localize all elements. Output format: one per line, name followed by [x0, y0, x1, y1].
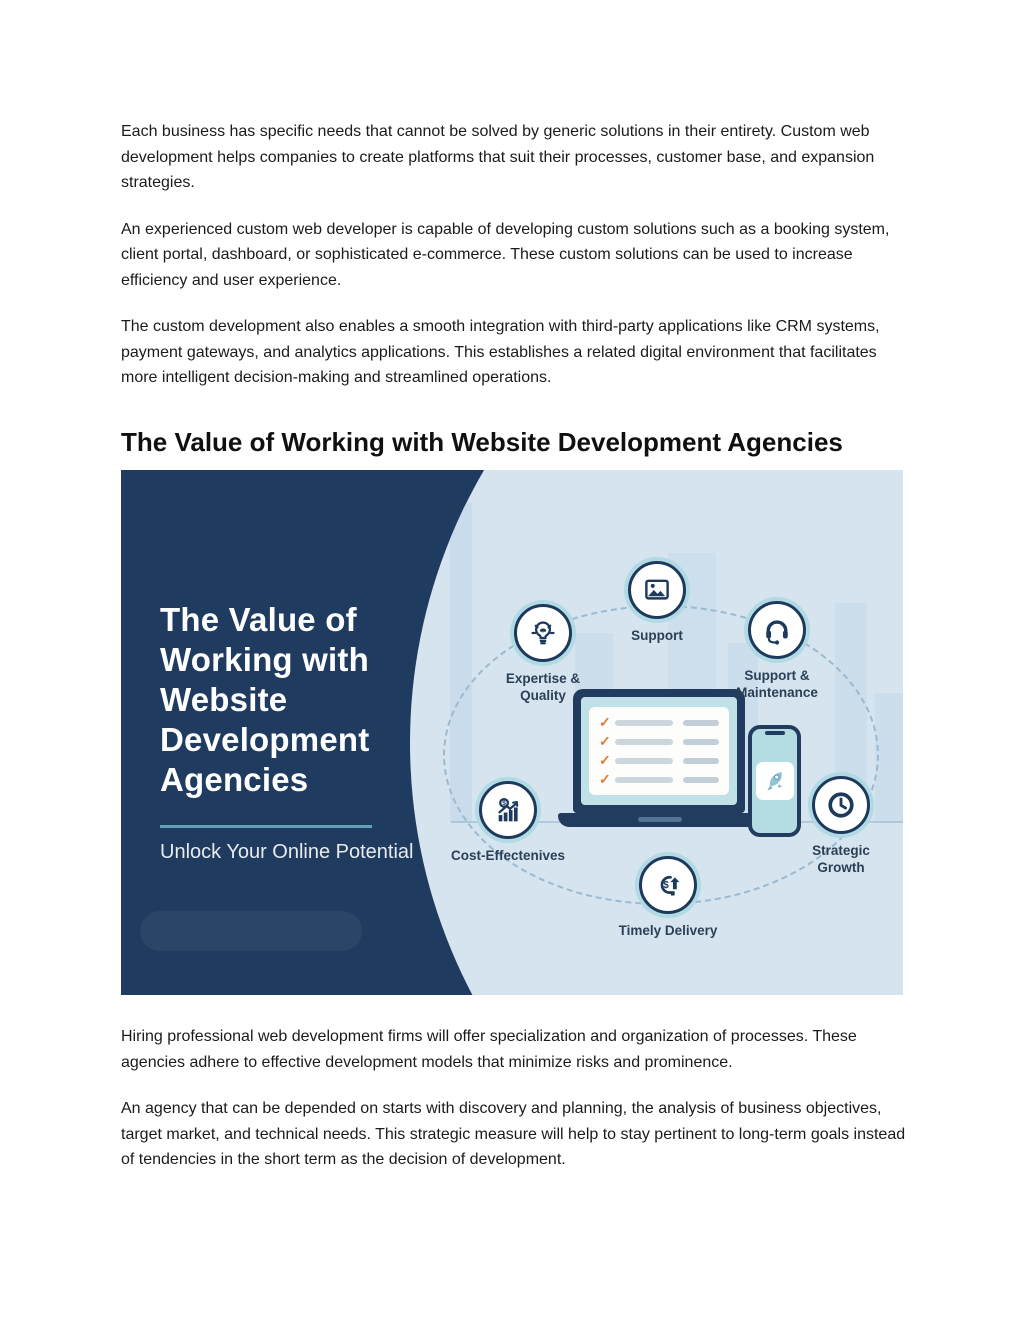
title-line: The Value of: [160, 601, 357, 638]
laptop-notch: [638, 817, 682, 822]
checklist-row: [599, 716, 719, 729]
node-label: Support & Maintenance: [736, 668, 818, 700]
phone-notch: [765, 731, 785, 735]
svg-text:$: $: [663, 879, 669, 891]
title-line: Working with: [160, 641, 369, 678]
infographic-title: [160, 600, 369, 800]
node-label: Cost-Effectenives: [450, 848, 566, 863]
skyline-building: [875, 693, 903, 823]
phone-illustration: [748, 725, 801, 837]
text-line-placeholder: [683, 758, 719, 764]
node-support: [628, 561, 686, 619]
node-timely-delivery: [639, 856, 697, 914]
node-cost-effectiveness: [479, 781, 537, 839]
node-support-maintenance: [748, 601, 806, 659]
checklist-row: [599, 773, 719, 786]
clock-icon: [824, 788, 858, 822]
section-heading: The Value of Working with Website Development Agencies: [121, 426, 843, 457]
text-line-placeholder: [683, 777, 719, 783]
check-icon: ✓: [599, 714, 611, 730]
rocket-icon: [762, 768, 788, 794]
paragraph: Each business has specific needs that cannot be solved by generic solutions in their entirety. Custom web development helps companies to create platforms that suit their processes, customer base, and expansion strategies.: [121, 123, 875, 191]
check-icon: ✓: [599, 771, 611, 787]
text-line-placeholder: [683, 720, 719, 726]
text-line-placeholder: [615, 758, 673, 764]
skyline-spire: [458, 470, 464, 511]
text-line-placeholder: [615, 739, 673, 745]
laptop-base: [558, 813, 762, 827]
node-label: Timely Delivery: [618, 923, 718, 938]
checklist-row: [599, 754, 719, 767]
checklist-card: [589, 707, 729, 795]
check-icon: ✓: [599, 752, 611, 768]
paragraph: Hiring professional web development firms will offer specialization and organization of processes. These agencies adhere to effective development models that minimize risks and prominence.: [121, 1028, 857, 1071]
rocket-app-tile: [756, 762, 794, 800]
text-line-placeholder: [615, 777, 673, 783]
paragraph: An agency that can be depended on starts with discovery and planning, the analysis of business objectives, target market, and technical needs. This strategic measure will help to stay pertinent to long-term goals instead of tendencies in the short term as the decision of development.: [121, 1100, 906, 1168]
title-line: Agencies: [160, 761, 309, 798]
title-line: Website: [160, 681, 288, 718]
checklist-row: [599, 735, 719, 748]
infographic-image[interactable]: [121, 470, 903, 995]
phone-screen: [752, 729, 797, 833]
node-label: Support: [631, 628, 683, 643]
svg-text:$: $: [502, 800, 506, 808]
node-expertise-quality: [514, 604, 572, 662]
infographic-subtitle: Unlock Your Online Potential: [160, 841, 414, 863]
bar-chart-growth-icon: [491, 793, 525, 827]
text-line-placeholder: [615, 720, 673, 726]
dollar-arrow-icon: [651, 868, 685, 902]
faded-cta-button: [140, 911, 362, 951]
image-icon: [640, 573, 674, 607]
check-icon: ✓: [599, 733, 611, 749]
paragraph: The custom development also enables a smooth integration with third-party applications like CRM systems, payment gateways, and analytics applications. This establishes a related digital environment that facilitates more intelligent decision-making and streamlined operations.: [121, 318, 880, 386]
laptop-display: [581, 697, 737, 805]
title-line: Development: [160, 721, 370, 758]
laptop-illustration: [573, 689, 745, 813]
title-divider: [160, 825, 372, 828]
headset-icon: [760, 613, 794, 647]
lightbulb-icon: [526, 616, 560, 650]
document-body: [121, 119, 907, 1194]
node-label: Strategic Growth: [812, 843, 870, 875]
text-line-placeholder: [683, 739, 719, 745]
paragraph: An experienced custom web developer is capable of developing custom solutions such as a booking system, client portal, dashboard, or sophisticated e-commerce. These custom solutions can be used to increase efficiency and user experience.: [121, 220, 890, 289]
node-label: Expertise & Quality: [505, 671, 581, 703]
node-strategic-growth: [812, 776, 870, 834]
